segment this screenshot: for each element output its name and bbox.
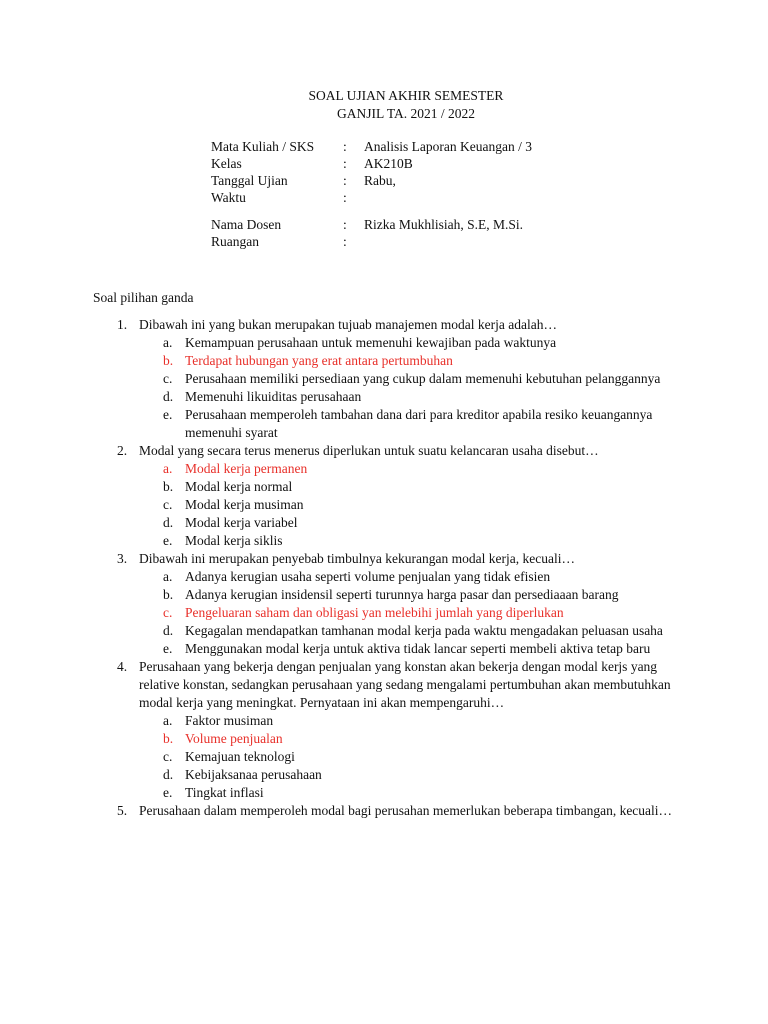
question-number: 2.	[117, 443, 128, 458]
option-letter: b.	[163, 479, 174, 494]
option-letter: e.	[163, 407, 173, 422]
section-title: Soal pilihan ganda	[93, 290, 194, 305]
option-text: Memenuhi likuiditas perusahaan	[185, 389, 362, 404]
answer-option	[163, 514, 677, 532]
option-letter: e.	[163, 641, 173, 656]
option-letter: d.	[163, 389, 174, 404]
info-label: Kelas	[211, 156, 242, 171]
option-letter: c.	[163, 371, 173, 386]
answer-option	[163, 640, 677, 658]
option-letter: b.	[163, 587, 174, 602]
info-row-class	[211, 155, 532, 172]
info-label: Mata Kuliah / SKS	[211, 139, 315, 154]
question-body	[139, 550, 677, 658]
question-number: 5.	[117, 803, 128, 818]
question-item	[117, 802, 677, 820]
question-body	[139, 802, 677, 820]
option-letter: c.	[163, 497, 173, 512]
answer-option	[163, 766, 677, 784]
answer-option	[163, 622, 677, 640]
info-label: Tanggal Ujian	[211, 173, 288, 188]
info-row-date	[211, 172, 532, 189]
answer-option-correct	[163, 730, 677, 748]
answer-option	[163, 388, 677, 406]
option-text: Modal kerja normal	[185, 479, 293, 494]
question-list	[117, 316, 677, 820]
answer-options	[139, 712, 677, 802]
answer-option	[163, 478, 677, 496]
answer-option	[163, 334, 677, 352]
info-colon: :	[343, 173, 347, 188]
answer-option	[163, 496, 677, 514]
option-letter: a.	[163, 461, 173, 476]
option-text: Kebijaksanaa perusahaan	[185, 767, 322, 782]
question-body	[139, 442, 677, 550]
option-letter: e.	[163, 533, 173, 548]
question-text: Perusahaan dalam memperoleh modal bagi perusahan memerlukan beberapa timbangan, kecuali…	[139, 803, 673, 818]
exam-period: GANJIL TA. 2021 / 2022	[336, 106, 476, 121]
option-letter: a.	[163, 569, 173, 584]
option-text: Perusahaan memiliki persediaan yang cukup dalam memenuhi kebutuhan pelanggannya	[185, 371, 661, 386]
option-letter: a.	[163, 335, 173, 350]
option-text: Faktor musiman	[185, 713, 274, 728]
answer-option	[163, 586, 677, 604]
answer-option-correct	[163, 604, 677, 622]
question-text: Perusahaan yang bekerja dengan penjualan yang konstan akan bekerja dengan modal kerjs yang relative konstan, sedangkan perusahaan yang sedang mengalami pertumbuhan akan membutuhkan modal kerja yang meningkat. Pernyataan ini akan mempengaruhi…	[139, 659, 671, 710]
info-label: Ruangan	[211, 234, 259, 249]
answer-options	[139, 460, 677, 550]
question-item	[117, 658, 677, 802]
option-text: Tingkat inflasi	[185, 785, 264, 800]
option-text: Kemajuan teknologi	[185, 749, 295, 764]
option-text: Volume penjualan	[185, 731, 283, 746]
answer-option-correct	[163, 352, 677, 370]
info-value: Rizka Mukhlisiah, S.E, M.Si.	[364, 217, 524, 232]
option-text: Perusahaan memperoleh tambahan dana dari para kreditor apabila resiko keuangannya memenuhi syarat	[185, 407, 653, 440]
answer-option	[163, 784, 677, 802]
option-text: Modal kerja variabel	[185, 515, 298, 530]
info-colon: :	[343, 156, 347, 171]
info-row-course	[211, 138, 532, 155]
option-text: Terdapat hubungan yang erat antara pertumbuhan	[185, 353, 453, 368]
info-value: Analisis Laporan Keuangan / 3	[364, 139, 532, 154]
question-body	[139, 316, 677, 442]
answer-option	[163, 370, 677, 388]
question-number: 4.	[117, 659, 128, 674]
info-label: Nama Dosen	[211, 217, 282, 232]
option-letter: c.	[163, 605, 173, 620]
info-label: Waktu	[211, 190, 246, 205]
option-text: Modal kerja permanen	[185, 461, 308, 476]
info-colon: :	[343, 190, 347, 205]
option-letter: d.	[163, 515, 174, 530]
answer-option-correct	[163, 460, 677, 478]
option-letter: c.	[163, 749, 173, 764]
answer-option	[163, 568, 677, 586]
exam-title: SOAL UJIAN AKHIR SEMESTER	[308, 88, 504, 103]
exam-info-table	[211, 138, 532, 250]
option-letter: a.	[163, 713, 173, 728]
info-row-room	[211, 233, 532, 250]
option-text: Pengeluaran saham dan obligasi yan melebihi jumlah yang diperlukan	[185, 605, 564, 620]
option-letter: d.	[163, 767, 174, 782]
option-text: Modal kerja musiman	[185, 497, 304, 512]
answer-option	[163, 532, 677, 550]
option-text: Kemampuan perusahaan untuk memenuhi kewajiban pada waktunya	[185, 335, 557, 350]
question-number: 1.	[117, 317, 128, 332]
question-number: 3.	[117, 551, 128, 566]
option-text: Menggunakan modal kerja untuk aktiva tidak lancar seperti membeli aktiva tetap baru	[185, 641, 651, 656]
info-value: AK210B	[364, 156, 413, 171]
question-item	[117, 550, 677, 658]
option-text: Adanya kerugian usaha seperti volume penjualan yang tidak efisien	[185, 569, 551, 584]
question-item	[117, 442, 677, 550]
info-colon: :	[343, 234, 347, 249]
option-letter: d.	[163, 623, 174, 638]
answer-option	[163, 712, 677, 730]
answer-option	[163, 748, 677, 766]
option-text: Adanya kerugian insidensil seperti turunnya harga pasar dan persediaaan barang	[185, 587, 619, 602]
question-item	[117, 316, 677, 442]
info-row-time	[211, 189, 532, 206]
question-body	[139, 658, 677, 802]
option-text: Modal kerja siklis	[185, 533, 283, 548]
info-colon: :	[343, 217, 347, 232]
info-value: Rabu,	[364, 173, 396, 188]
option-letter: b.	[163, 353, 174, 368]
info-row-lecturer	[211, 216, 532, 233]
option-letter: b.	[163, 731, 174, 746]
info-colon: :	[343, 139, 347, 154]
option-letter: e.	[163, 785, 173, 800]
answer-options	[139, 334, 677, 442]
option-text: Kegagalan mendapatkan tamhanan modal kerja pada waktu mengadakan peluasan usaha	[185, 623, 663, 638]
answer-options	[139, 568, 677, 658]
answer-option	[163, 406, 677, 442]
question-text: Modal yang secara terus menerus diperlukan untuk suatu kelancaran usaha disebut…	[139, 443, 599, 458]
question-text: Dibawah ini merupakan penyebab timbulnya kekurangan modal kerja, kecuali…	[139, 551, 575, 566]
question-text: Dibawah ini yang bukan merupakan tujuab manajemen modal kerja adalah…	[139, 317, 557, 332]
